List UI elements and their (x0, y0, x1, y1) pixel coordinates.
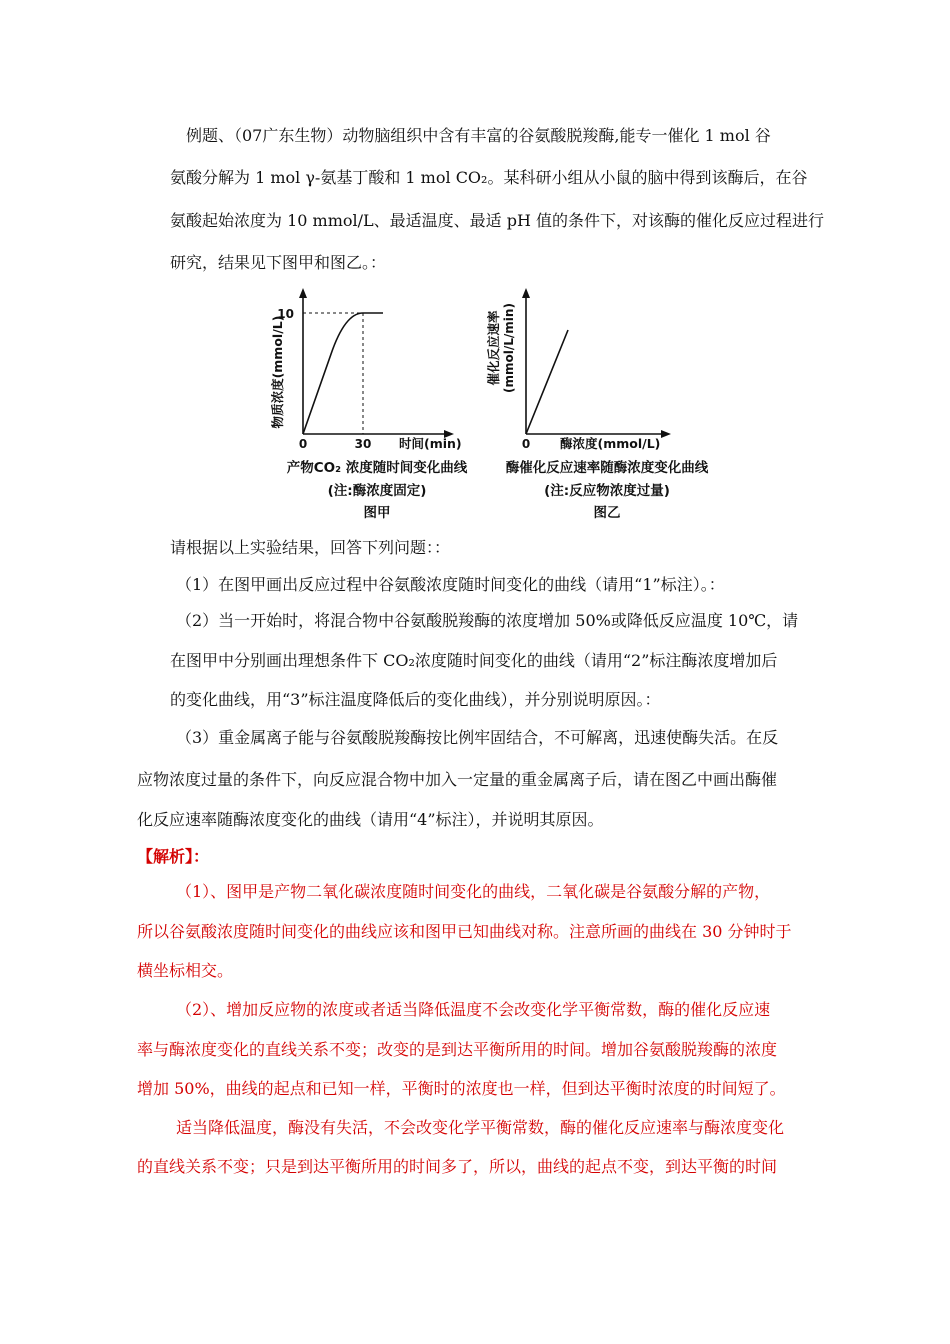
figure-b-line (526, 330, 568, 434)
figure-a-caption-3: 图甲 (363, 505, 391, 521)
figure-a-curve (303, 313, 383, 434)
figure-b-caption-1: 酶催化反应速率随酶浓度变化曲线 (505, 460, 709, 476)
problem-line-2: 氨酸分解为 1 mol γ-氨基丁酸和 1 mol CO₂。某科研小组从小鼠的脑中得到该酶后，在谷 (170, 168, 808, 187)
problem-line-3: 氨酸起始浓度为 10 mmol/L、最适温度、最适 pH 值的条件下，对该酶的催化反应过程进行 (170, 211, 825, 230)
figure-a-ylabel: 物质浓度(mmol/L) (270, 315, 285, 429)
question-3-line-3: 化反应速率随酶浓度变化的曲线（请用“4”标注），并说明其原因。 (137, 810, 604, 829)
figure-a-caption-2: (注:酶浓度固定) (327, 483, 427, 499)
analysis-line-1: （1）、图甲是产物二氧化碳浓度随时间变化的曲线，二氧化碳是谷氨酸分解的产物， (176, 882, 771, 901)
figure-a-chart (258, 288, 498, 458)
analysis-line-6: 增加 50%，曲线的起点和已知一样，平衡时的浓度也一样，但到达平衡时浓度的时间短了。 (137, 1079, 786, 1098)
figure-b-ylabel-1: 催化反应速率 (486, 310, 501, 386)
analysis-line-2: 所以谷氨酸浓度随时间变化的曲线应该和图甲已知曲线对称。注意所画的曲线在 30 分钟时于 (137, 922, 792, 941)
problem-line-4: 研究，结果见下图甲和图乙。： (170, 253, 387, 272)
question-2-line-1: （2）当一开始时，将混合物中谷氨酸脱羧酶的浓度增加 50%或降低反应温度 10℃，请 (176, 611, 799, 630)
figure-a-tick-x0: 0 (298, 437, 308, 451)
figure-b-y-arrow (522, 288, 530, 298)
analysis-line-8: 的直线关系不变；只是到达平衡所用的时间多了，所以，曲线的起点不变，到达平衡的时间 (137, 1157, 778, 1176)
figure-b-caption-2: (注:反应物浓度过量) (544, 483, 670, 499)
question-2-line-2: 在图甲中分别画出理想条件下 CO₂浓度随时间变化的曲线（请用“2”标注酶浓度增加后 (170, 651, 778, 670)
question-2-line-3: 的变化曲线，用“3”标注温度降低后的变化曲线），并分别说明原因。： (170, 690, 661, 709)
figure-a-tick-y: 10 (277, 307, 294, 321)
figure-b-ylabel-2: (mmol/L/min) (502, 303, 516, 393)
figure-b-tick-x0: 0 (521, 437, 531, 451)
analysis-line-4: （2）、增加反应物的浓度或者适当降低温度不会改变化学平衡常数，酶的催化反应速 (176, 1000, 771, 1019)
question-intro: 请根据以上实验结果，回答下列问题：： (170, 538, 451, 557)
figure-a-tick-x: 30 (354, 437, 372, 451)
analysis-line-5: 率与酶浓度变化的直线关系不变；改变的是到达平衡所用的时间。增加谷氨酸脱羧酶的浓度 (137, 1040, 778, 1059)
analysis-line-3: 横坐标相交。 (137, 961, 234, 980)
figure-a-caption-1: 产物CO₂ 浓度随时间变化曲线 (286, 460, 468, 476)
figure-a-y-arrow (299, 288, 307, 298)
question-1: （1）在图甲画出反应过程中谷氨酸浓度随时间变化的曲线（请用“1”标注）。： (176, 575, 725, 594)
figure-b-chart (480, 288, 690, 458)
analysis-heading: 【解析】： (137, 847, 210, 866)
problem-line-1: 例题、（07广东生物）动物脑组织中含有丰富的谷氨酸脱羧酶,能专一催化 1 mol 谷 (186, 126, 771, 145)
figure-a-xlabel: 时间(min) (399, 436, 462, 451)
analysis-line-7: 适当降低温度，酶没有失活，不会改变化学平衡常数，酶的催化反应速率与酶浓度变化 (176, 1118, 785, 1137)
figure-b-x-arrow (661, 430, 671, 438)
figure-b-caption-3: 图乙 (593, 505, 621, 521)
question-3-line-1: （3）重金属离子能与谷氨酸脱羧酶按比例牢固结合，不可解离，迅速使酶失活。在反 (176, 728, 779, 747)
question-3-line-2: 应物浓度过量的条件下，向反应混合物中加入一定量的重金属离子后，请在图乙中画出酶催 (137, 770, 778, 789)
figure-b-xlabel: 酶浓度(mmol/L) (560, 436, 661, 451)
